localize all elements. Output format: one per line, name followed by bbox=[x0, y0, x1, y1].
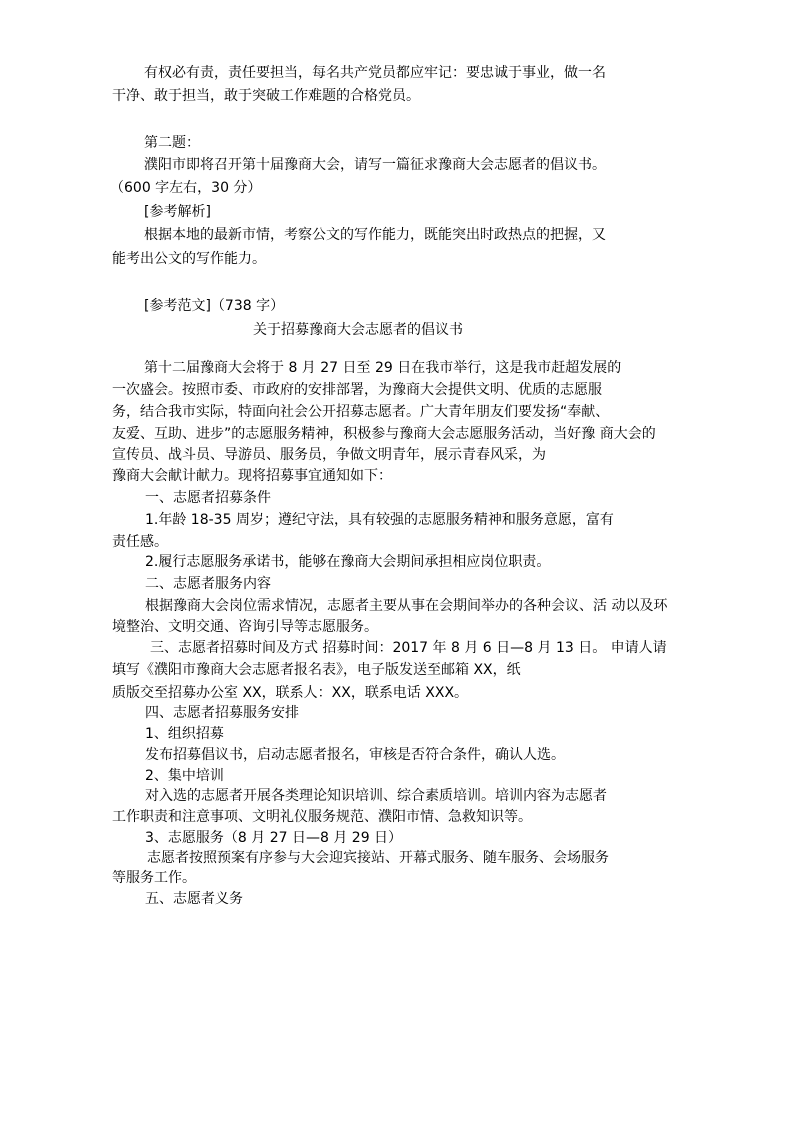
paragraph-line: 干净、敢于担当，敢于突破工作难题的合格党员。 bbox=[112, 88, 420, 104]
section-heading: 四、志愿者招募服务安排 bbox=[145, 705, 299, 721]
paragraph-line: 能考出公文的写作能力。 bbox=[112, 251, 266, 267]
paragraph-line: 务，结合我市实际，特面向社会公开招募志愿者。广大青年朋友们要发扬“奉献、 bbox=[112, 404, 610, 420]
paragraph-line: 志愿者按照预案有序参与大会迎宾接站、开幕式服务、随车服务、会场服务 bbox=[147, 850, 609, 866]
section-heading: 一、志愿者招募条件 bbox=[145, 490, 271, 506]
paragraph-line: 工作职责和注意事项、文明礼仪服务规范、濮阳市情、急救知识等。 bbox=[112, 809, 532, 825]
paragraph-line: 根据豫商大会岗位需求情况，志愿者主要从事在会期间举办的各种会议、活 动以及环 bbox=[145, 598, 668, 614]
section-heading: 五、志愿者义务 bbox=[145, 891, 243, 907]
subsection-heading: 3、志愿服务（8 月 27 日—8 月 29 日） bbox=[145, 830, 403, 846]
paragraph-line: 豫商大会献计献力。现将招募事宜通知如下： bbox=[112, 468, 392, 484]
paragraph-line: 发布招募倡议书，启动志愿者报名，审核是否符合条件，确认人选。 bbox=[145, 747, 565, 763]
question-text: 濮阳市即将召开第十届豫商大会，请写一篇征求豫商大会志愿者的倡议书。 bbox=[144, 157, 606, 173]
paragraph-line: 境整治、文明交通、咨询引导等志愿服务。 bbox=[112, 619, 378, 635]
section-heading: 第二题： bbox=[144, 135, 200, 151]
section-heading: 三、志愿者招募时间及方式 招募时间：2017 年 8 月 6 日—8 月 13 日。 申请人请 bbox=[150, 640, 667, 656]
section-heading: [参考解析] bbox=[144, 204, 211, 220]
paragraph-line: 友爱、互助、进步”的志愿服务精神，积极参与豫商大会志愿服务活动，当好豫 商大会的 bbox=[112, 426, 656, 442]
subsection-heading: 2、集中培训 bbox=[145, 768, 224, 784]
paragraph-line: 2.履行志愿服务承诺书，能够在豫商大会期间承担相应岗位职责。 bbox=[145, 554, 551, 570]
paragraph-line: 第十二届豫商大会将于 8 月 27 日至 29 日在我市举行，这是我市赶超发展的 bbox=[144, 360, 622, 376]
paragraph-line: 填写《濮阳市豫商大会志愿者报名表》，电子版发送至邮箱 XX，纸 bbox=[112, 662, 521, 678]
paragraph-line: 责任感。 bbox=[112, 534, 168, 550]
paragraph-line: 有权必有责，责任要担当，每名共产党员都应牢记：要忠诚于事业，做一名 bbox=[144, 65, 606, 81]
paragraph-line: 质版交至招募办公室 XX，联系人：XX，联系电话 XXX。 bbox=[112, 685, 469, 701]
essay-title: 关于招募豫商大会志愿者的倡议书 bbox=[253, 322, 463, 338]
section-heading: 二、志愿者服务内容 bbox=[145, 576, 271, 592]
paragraph-line: 宣传员、战斗员、导游员、服务员，争做文明青年，展示青春风采，为 bbox=[112, 447, 546, 463]
section-heading: [参考范文]（738 字） bbox=[144, 298, 285, 314]
paragraph-line: 根据本地的最新市情，考察公文的写作能力，既能突出时政热点的把握，又 bbox=[144, 227, 606, 243]
paragraph-line: 对入选的志愿者开展各类理论知识培训、综合素质培训。培训内容为志愿者 bbox=[145, 788, 607, 804]
subsection-heading: 1、组织招募 bbox=[145, 726, 224, 742]
question-requirement: （600 字左右，30 分） bbox=[110, 180, 262, 196]
paragraph-line: 一次盛会。按照市委、市政府的安排部署，为豫商大会提供文明、优质的志愿服 bbox=[112, 382, 602, 398]
paragraph-line: 等服务工作。 bbox=[112, 870, 196, 886]
paragraph-line: 1.年龄 18-35 周岁；遵纪守法，具有较强的志愿服务精神和服务意愿，富有 bbox=[145, 512, 614, 528]
